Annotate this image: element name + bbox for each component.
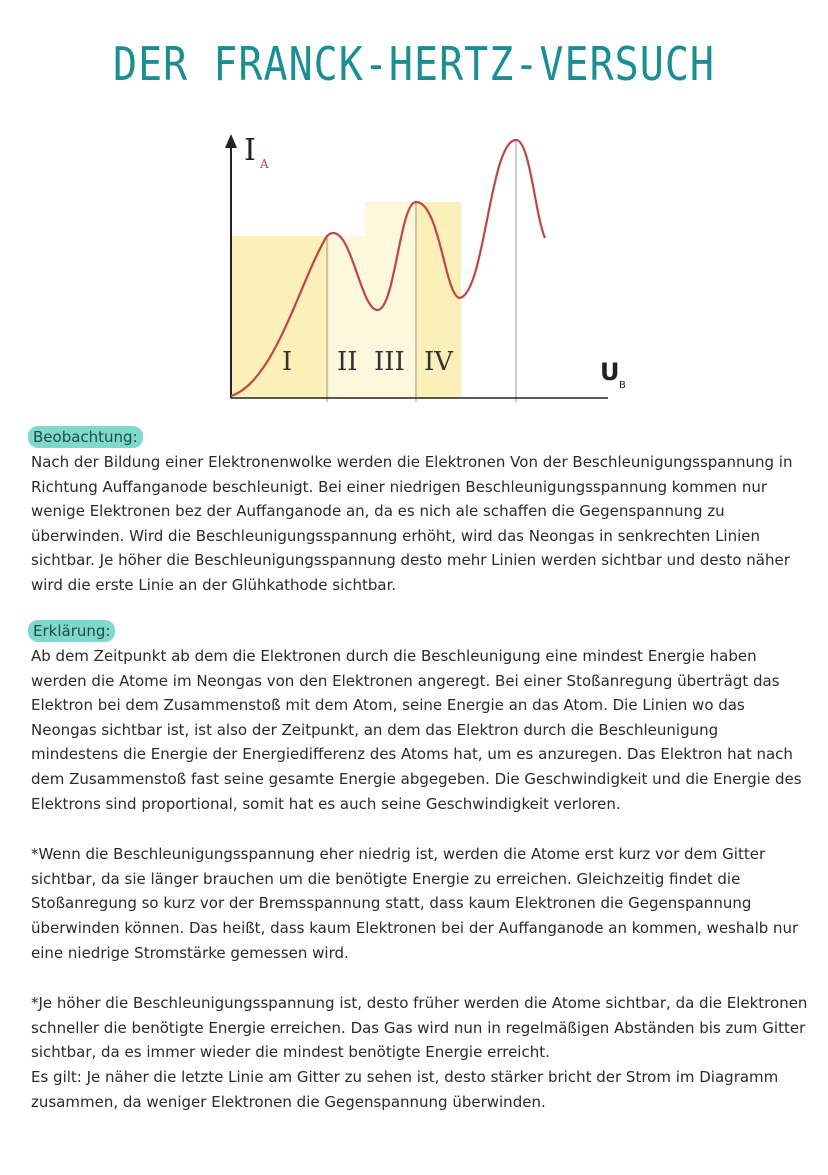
page-title: DER FRANCK-HERTZ-VERSUCH — [113, 38, 715, 92]
x-axis-label: U — [600, 358, 620, 386]
franck-hertz-diagram — [200, 120, 630, 410]
y-axis-label: I — [244, 133, 256, 168]
explanation-section — [28, 620, 808, 1114]
region-label-IV: IV — [424, 347, 454, 377]
y-axis-arrow-icon — [225, 134, 237, 148]
y-axis-subscript: A — [260, 157, 269, 171]
observation-heading: Beobachtung: — [28, 426, 143, 448]
explanation-paragraph-2: *Wenn die Beschleunigungsspannung eher niedrig ist, werden die Atome erst kurz vor dem Gitter sichtbar, da sie länger brauchen um die benötigte Energie zu erreichen. Gleichzeitig findet die Stoßanregung so kurz vor der Bremsspannung statt, dass kaum Elektronen die Gegenspannung überwinden können. Das heißt, dass kaum Elektronen bei der Auffanganode an kommen, weshalb nur eine niedrige Stromstärke gemessen wird. — [31, 845, 799, 962]
region-label-I: I — [282, 347, 293, 377]
explanation-heading: Erklärung: — [28, 620, 115, 642]
region-label-II: II — [337, 347, 358, 377]
explanation-paragraph-4: Es gilt: Je näher die letzte Linie am Gitter zu sehen ist, desto stärker bricht der Strom im Diagramm zusammen, da weniger Elektronen die Gegenspannung überwinden. — [31, 1067, 779, 1111]
explanation-paragraph-3: *Je höher die Beschleunigungsspannung ist, desto früher werden die Atome sichtbar, da die Elektronen schneller die benötigte Energie erreichen. Das Gas wird nun in regelmäßigen Abständen bis zum Gitter sichtbar, da es immer wieder die mindest benötigte Energie erreicht. — [31, 994, 808, 1062]
observation-text: Nach der Bildung einer Elektronenwolke werden die Elektronen Von der Beschleunigungsspannung in Richtung Auffanganode beschleunigt. Bei einer niedrigen Beschleunigungsspannung kommen nur wenige Elektronen bez der Auffanganode an, da es nich ale schaffen die Gegenspannung zu überwinden. Wird die Beschleunigungsspannung erhöht, wird das Neongas in senkrechten Linien sichtbar. Je höher die Beschleunigungsspannung desto mehr Linien werden sichtbar und desto näher wird die erste Linie an der Glühkathode sichtbar. — [31, 453, 793, 594]
x-axis-subscript: B — [619, 380, 626, 391]
region-label-III: III — [374, 347, 405, 377]
explanation-paragraph-1: Ab dem Zeitpunkt ab dem die Elektronen durch die Beschleunigung eine mindest Energie haben werden die Atome im Neongas von den Elektronen angeregt. Bei einer Stoßanregung überträgt das Elektron bei dem Zusammenstoß mit dem Atom, seine Energie an das Atom. Die Linien wo das Neongas sichtbar ist, ist also der Zeitpunkt, an dem das Elektron durch die Beschleunigung mindestens die Energie der Energiedifferenz des Atoms hat, um es anzuregen. Das Elektron hat nach dem Zusammenstoß fast seine gesamte Energie abgegeben. Die Geschwindigkeit und die Energie des Elektrons sind proportional, somit hat es auch seine Geschwindigkeit verloren. — [31, 647, 802, 813]
observation-section — [28, 426, 808, 598]
